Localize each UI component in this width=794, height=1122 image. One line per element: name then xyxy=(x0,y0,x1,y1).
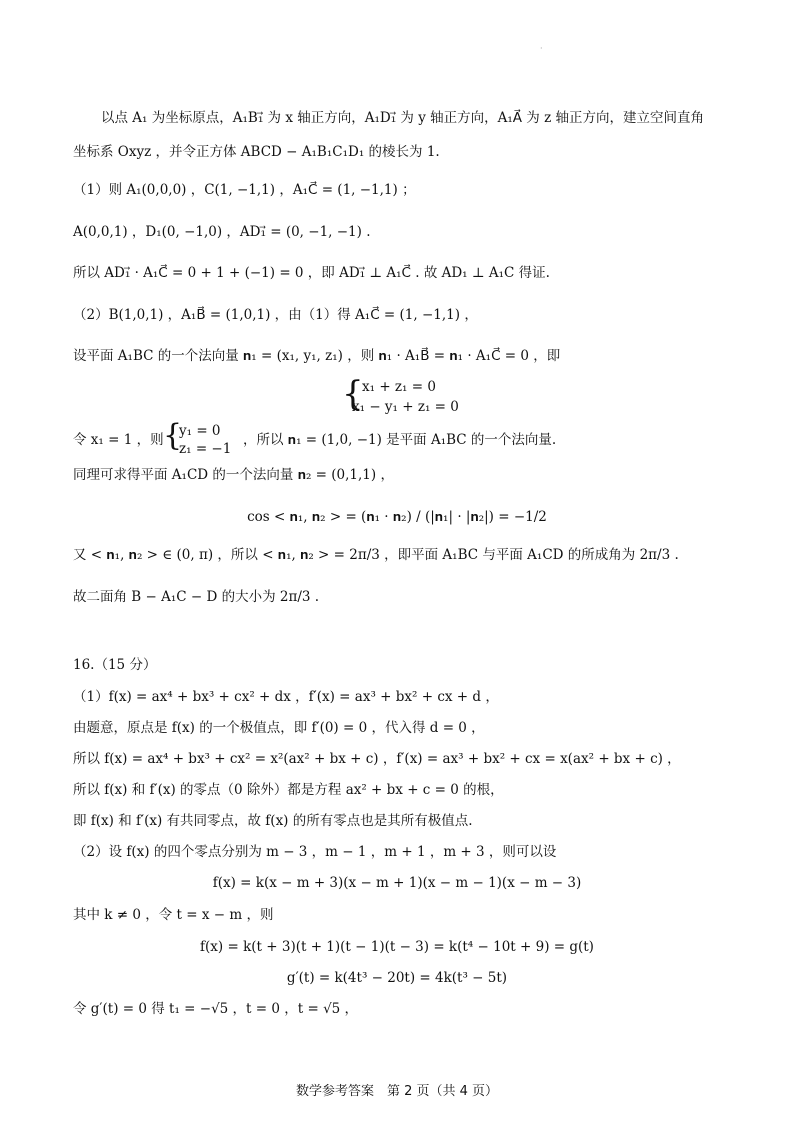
q16-line-7: 其中 k ≠ 0 ，令 t = x − m ，则 xyxy=(73,907,274,923)
part2-line-6: 故二面角 B − A₁C − D 的大小为 2π/3 . xyxy=(73,589,320,605)
system1-row-1: x₁ + z₁ = 0 xyxy=(362,379,436,395)
q16-equation-2: f(x) = k(t + 3)(t + 1)(t − 1)(t − 3) = k(t⁴ − 10t + 9) = g(t) xyxy=(200,939,594,955)
system1-row-2: x₁ − y₁ + z₁ = 0 xyxy=(352,399,459,415)
q16-line-1: （1）f(x) = ax⁴ + bx³ + cx² + dx ，f′(x) = ax³ + bx² + cx + d ， xyxy=(73,689,499,705)
system2-row-1: y₁ = 0 xyxy=(179,423,221,439)
q16-header: 16.（15 分） xyxy=(73,657,157,673)
intro-line-2: 坐标系 Oxyz ，并令正方体 ABCD − A₁B₁C₁D₁ 的棱长为 1. xyxy=(73,144,440,160)
brace-symbol: { xyxy=(163,418,183,453)
intro-line-1: 以点 A₁ 为坐标原点，A₁B₁⃗ 为 x 轴正方向，A₁D₁⃗ 为 y 轴正方向，A₁A⃗ 为 z 轴正方向，建立空间直角 xyxy=(101,110,705,126)
q16-line-4: 所以 f(x) 和 f′(x) 的零点（0 除外）都是方程 ax² + bx + c = 0 的根， xyxy=(73,782,504,798)
q16-line-3: 所以 f(x) = ax⁴ + bx³ + cx² = x²(ax² + bx + c) ，f′(x) = ax³ + bx² + cx = x(ax² + bx + c) ， xyxy=(73,751,681,767)
q16-line-6: （2）设 f(x) 的四个零点分别为 m − 3 ，m − 1 ，m + 1 ，m + 3 ，则可以设 xyxy=(73,844,557,860)
q16-line-2: 由题意，原点是 f(x) 的一个极值点，即 f′(0) = 0 ，代入得 d = 0 ， xyxy=(73,720,485,736)
part2-line-3-pre: 令 x₁ = 1 ，则 xyxy=(73,432,164,448)
q16-equation-1: f(x) = k(x − m + 3)(x − m + 1)(x − m − 1)(x − m − 3) xyxy=(212,875,582,891)
cosine-formula: cos < 𝐧₁, 𝐧₂ > = (𝐧₁ · 𝐧₂) / (|𝐧₁| · |𝐧₂|) = −1/2 xyxy=(247,509,547,525)
part1-line-2: A(0,0,1) ，D₁(0, −1,0) ，AD₁⃗ = (0, −1, −1) . xyxy=(73,224,371,240)
part2-line-2: 设平面 A₁BC 的一个法向量 𝐧₁ = (x₁, y₁, z₁) ，则 𝐧₁ · A₁B⃗ = 𝐧₁ · A₁C⃗ = 0 ，即 xyxy=(73,348,561,364)
brace-symbol: { xyxy=(342,374,364,414)
part2-line-4: 同理可求得平面 A₁CD 的一个法向量 𝐧₂ = (0,1,1) ， xyxy=(73,467,394,483)
part2-line-1: （2）B(1,0,1) ，A₁B⃗ = (1,0,1) ，由（1）得 A₁C⃗ = (1, −1,1) ， xyxy=(73,307,478,323)
part1-line-3: 所以 AD₁⃗ · A₁C⃗ = 0 + 1 + (−1) = 0 ，即 AD₁⃗ ⊥ A₁C⃗ . 故 AD₁ ⊥ A₁C 得证. xyxy=(73,265,550,281)
part1-line-1: （1）则 A₁(0,0,0) ，C(1, −1,1) ，A₁C⃗ = (1, −1,1) ； xyxy=(73,182,416,198)
q16-line-5: 即 f(x) 和 f′(x) 有共同零点，故 f(x) 的所有零点也是其所有极值点. xyxy=(73,813,473,829)
page-marker: · xyxy=(540,44,543,53)
part2-line-5: 又 < 𝐧₁, 𝐧₂ > ∈ (0, π) ，所以 < 𝐧₁, 𝐧₂ > = 2π/3 ，即平面 A₁BC 与平面 A₁CD 的所成角为 2π/3 . xyxy=(73,547,679,563)
q16-line-8: 令 g′(t) = 0 得 t₁ = −√5 ，t = 0 ，t = √5 ， xyxy=(73,1001,359,1017)
system2-row-2: z₁ = −1 xyxy=(179,441,232,457)
page-footer: 数学参考答案 第 2 页（共 4 页） xyxy=(295,1084,499,1099)
part2-line-3-post: ，所以 𝐧₁ = (1,0, −1) 是平面 A₁BC 的一个法向量. xyxy=(243,432,557,448)
q16-equation-3: g′(t) = k(4t³ − 20t) = 4k(t³ − 5t) xyxy=(286,970,508,986)
